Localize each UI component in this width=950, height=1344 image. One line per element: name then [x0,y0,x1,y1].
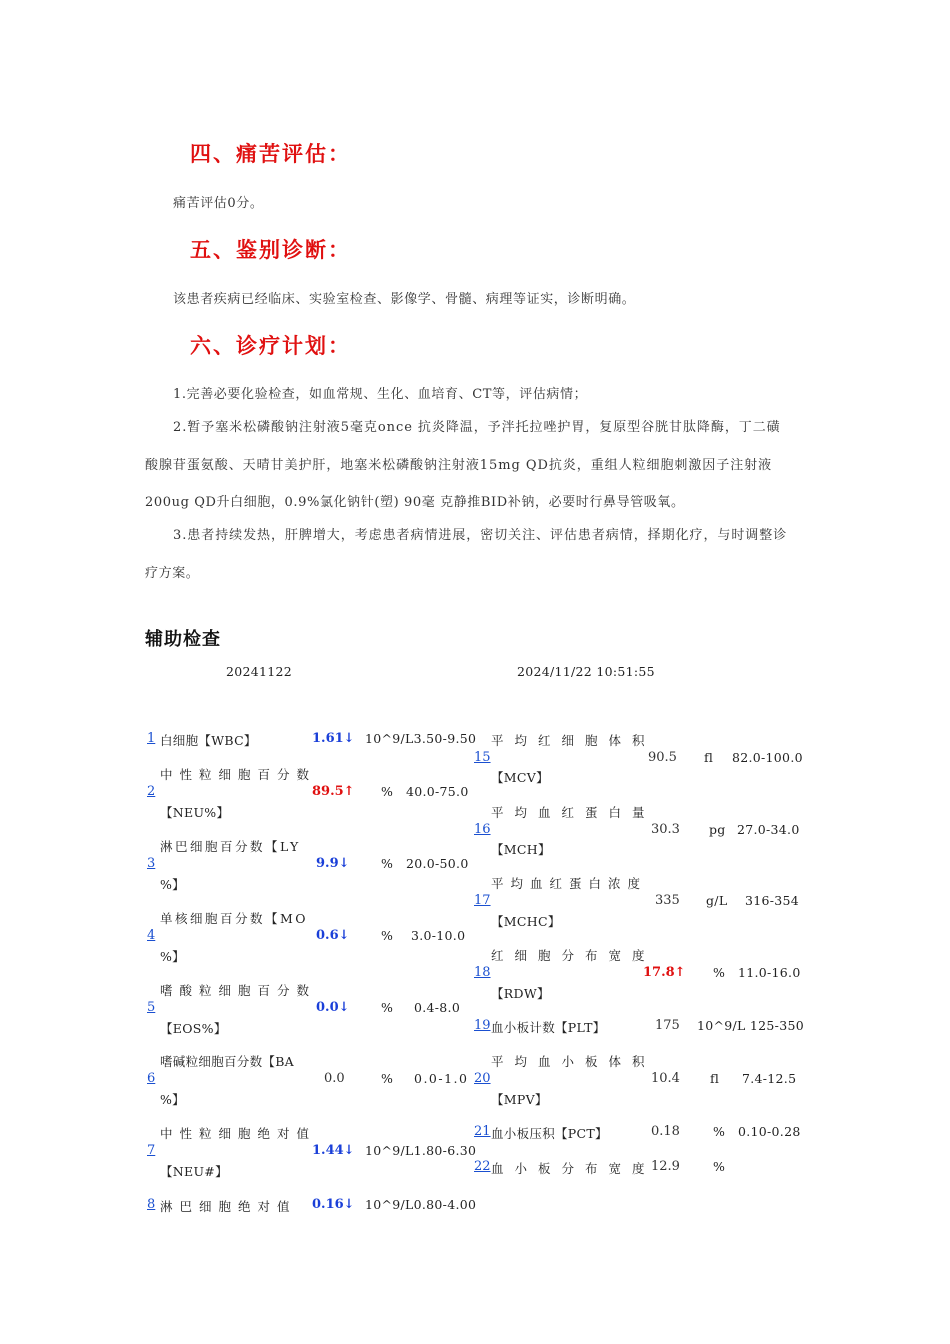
test-unit: pg [709,822,726,837]
row-number-link[interactable]: 17 [474,893,491,908]
test-name: 血小板压积【PCT】 [491,1126,608,1141]
test-code: 【MPV】 [491,1092,548,1107]
test-unit: % [381,1000,394,1015]
test-value: 10.4 [651,1071,680,1086]
test-name: 平均血红蛋白量 [491,805,656,820]
test-code: 【EOS%】 [160,1021,227,1036]
report-datetime: 2024/11/22 10:51:55 [517,664,655,679]
test-name: 嗜酸粒细胞百分数 [160,983,317,998]
row-number-link[interactable]: 20 [474,1071,491,1086]
arrow-down-icon: ↓ [338,856,350,871]
test-name: 白细胞【WBC】 [160,733,257,748]
test-unit: % [381,784,394,799]
test-name: 嗜碱粒细胞百分数【BA [160,1054,295,1069]
test-unit: fl [704,750,714,765]
row-number-link[interactable]: 8 [147,1197,156,1212]
test-value: 30.3 [651,822,680,837]
test-code: 【NEU%】 [160,805,230,820]
arrow-down-icon: ↓ [343,1197,355,1212]
test-range: 0.4-8.0 [414,1000,461,1015]
test-value: 175 [655,1018,680,1033]
test-value: 0.0 [324,1071,345,1086]
test-range: 20.0-50.0 [406,856,469,871]
test-value: 0.6↓ [316,928,350,943]
test-value: 9.9↓ [316,856,350,871]
row-number-link[interactable]: 7 [147,1143,156,1158]
test-name: 淋巴细胞绝对值 [160,1199,297,1214]
test-unit: % [713,1124,726,1139]
test-name: 红细胞分布宽度 [491,948,656,963]
row-number-link[interactable]: 18 [474,965,491,980]
plan-item-2-line-2: 酸腺苷蛋氨酸、天晴甘美护肝，地塞米松磷酸钠注射液15mg QD抗炎，重组人粒细胞刺激因子注射液 [145,458,773,473]
test-range: 27.0-34.0 [737,822,800,837]
test-name: 平均血小板体积 [491,1054,656,1069]
test-range: 316-354 [745,893,800,908]
test-unit: % [381,856,394,871]
test-range: 11.0-16.0 [738,965,801,980]
test-value: 12.9 [651,1159,680,1174]
aux-exam-title: 辅助检查 [145,629,221,650]
plan-item-2-line-1: 2.暂予塞米松磷酸钠注射液5毫克once 抗炎降温，予泮托拉唑护胃，复原型谷胱甘肽降酶，丁二磺 [173,420,781,435]
test-code: %】 [160,949,185,964]
test-range: 82.0-100.0 [732,750,803,765]
row-number-link[interactable]: 6 [147,1071,156,1086]
test-name: 中性粒细胞百分数 [160,767,317,782]
test-value: 17.8↑ [643,965,686,980]
test-code: 【MCV】 [491,770,549,785]
arrow-down-icon: ↓ [343,731,355,746]
test-value: 0.16↓ [312,1197,355,1212]
report-date-code: 20241122 [226,664,293,679]
section-4-text: 痛苦评估0分。 [173,196,264,211]
test-range: 40.0-75.0 [406,784,469,799]
arrow-down-icon: ↓ [338,1000,350,1015]
test-unit: fl [710,1071,720,1086]
test-code: 【MCHC】 [491,914,561,929]
row-number-link[interactable]: 1 [147,731,156,746]
test-value: 0.0↓ [316,1000,350,1015]
test-unit-range: 10^9/L0.80-4.00 [365,1197,477,1212]
row-number-link[interactable]: 19 [474,1018,491,1033]
test-range: 3.0-10.0 [411,928,466,943]
test-unit-range: 10^9/L1.80-6.30 [365,1143,477,1158]
test-code: %】 [160,1092,185,1107]
test-name: 血小板分布宽度 [491,1161,656,1176]
plan-item-1: 1.完善必要化验检查，如血常规、生化、血培育、CT等，评估病情； [173,387,588,402]
test-name: 平均红细胞体积 [491,733,656,748]
test-value: 335 [655,893,680,908]
test-value: 0.18 [651,1124,680,1139]
test-range: 0.0-1.0 [414,1071,469,1086]
arrow-down-icon: ↓ [338,928,350,943]
row-number-link[interactable]: 21 [474,1124,491,1139]
test-unit: % [713,965,726,980]
row-number-link[interactable]: 3 [147,856,156,871]
section-6-title: 六、诊疗计划： [190,334,351,358]
section-5-text: 该患者疾病已经临床、实验室检查、影像学、骨髓、病理等证实，诊断明确。 [173,292,636,307]
test-range: 7.4-12.5 [742,1071,797,1086]
arrow-up-icon: ↑ [674,965,686,980]
test-code: 【MCH】 [491,842,551,857]
test-unit: g/L [706,893,728,908]
test-code: 【RDW】 [491,986,550,1001]
test-value: 90.5 [648,750,677,765]
plan-item-2-line-3: 200ug QD升白细胞，0.9%氯化钠针(塑) 90毫 克静推BID补钠，必要时行鼻导管吸氧。 [145,495,685,510]
row-number-link[interactable]: 2 [147,784,156,799]
test-value: 89.5↑ [312,784,355,799]
test-unit: % [381,1071,394,1086]
test-unit: % [713,1159,726,1174]
arrow-up-icon: ↑ [343,784,355,799]
test-value: 1.44↓ [312,1143,355,1158]
test-unit-range: 10^9/L3.50-9.50 [365,731,477,746]
section-5-title: 五、鉴别诊断： [190,238,351,262]
test-range: 0.10-0.28 [738,1124,801,1139]
test-unit: % [381,928,394,943]
test-name: 淋巴细胞百分数【LY [160,839,301,854]
plan-item-3-line-2: 疗方案。 [145,566,200,581]
row-number-link[interactable]: 16 [474,822,491,837]
test-name: 中性粒细胞绝对值 [160,1126,317,1141]
row-number-link[interactable]: 4 [147,928,156,943]
test-name: 单核细胞百分数【MO [160,911,309,926]
test-code: %】 [160,877,185,892]
plan-item-3-line-1: 3.患者持续发热，肝脾增大，考虑患者病情进展，密切关注、评估患者病情，择期化疗，与时调整诊 [173,528,788,543]
test-value: 1.61↓ [312,731,355,746]
row-number-link[interactable]: 15 [474,750,491,765]
test-name: 血小板计数【PLT】 [491,1020,606,1035]
row-number-link[interactable]: 22 [474,1159,491,1174]
test-code: 【NEU#】 [160,1164,228,1179]
row-number-link[interactable]: 5 [147,1000,156,1015]
test-unit-range: 10^9/L 125-350 [697,1018,804,1033]
test-name: 平均血红蛋白浓度 [491,876,648,891]
arrow-down-icon: ↓ [343,1143,355,1158]
section-4-title: 四、痛苦评估： [190,142,351,166]
